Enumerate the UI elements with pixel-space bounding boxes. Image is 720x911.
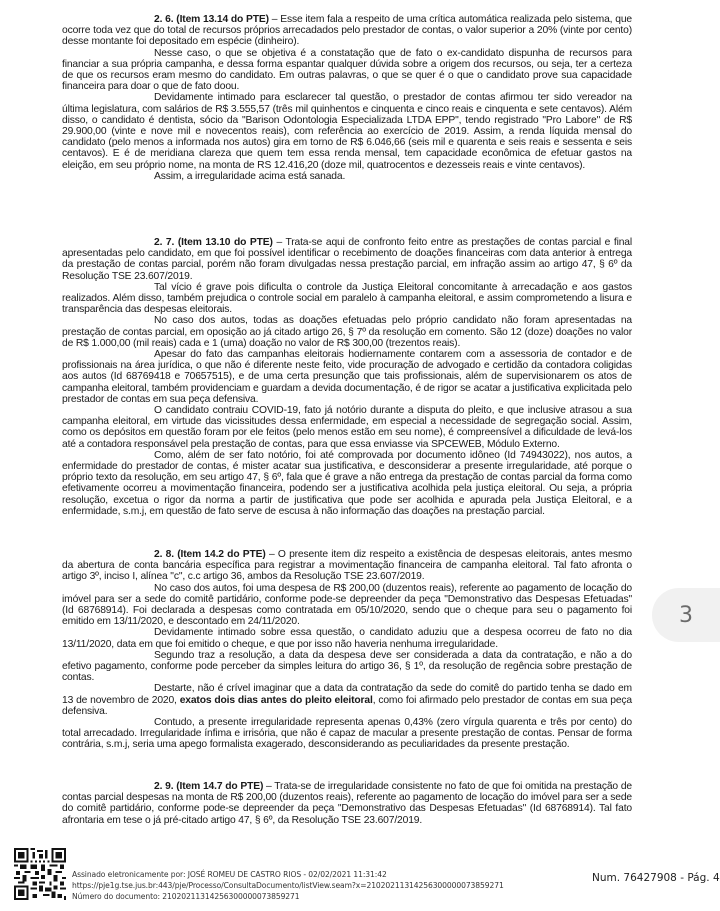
paragraph: Contudo, a presente irregularidade representa apenas 0,43% (zero vírgula quarenta e três por cento) do total arrecadado. Irregularidade ínfima e irrisória, que não é capaz de macular a presente prestação de contas. Pensar de forma contrária, s.m.j, seria uma apego formalista exagerado, desconsiderando as peculiaridades da presente prestação. [62,717,632,751]
paragraph: 2. 9. (Item 14.7 do PTE) – Trata-se de irregularidade consistente no fato de que foi omitida na prestação de contas parcial despesas na monta de R$ 200,00 (duzentos reais), referente ao pagamento de locação do imóvel para ser a sede do comitê partidário, conforme pode-se depreender da peça "Demonstrativo das Despesas Efetuadas" (Id 68768914). Tal fato afrontaria em tese o já pré-citado artigo 47, § 6º, da Resolução TSE 23.607/2019. [62,781,632,826]
paragraph: Destarte, não é crível imaginar que a data da contratação da sede do comitê do partido tenha se dado em 13 de novembro de 2020, exatos dois dias antes do pleito eleitoral, como foi afirmado pelo prestador de contas em sua peça defensiva. [62,683,633,717]
paragraph: Como, além de ser fato notório, foi até comprovada por documento idôneo (Id 74943022), nos autos, a enfermidade do prestador de contas, é mister acatar sua justificativa, e desconsiderar a presente irregularidade, até porque o próprio texto da resolução, em seu artigo 47, § 6º, fala que é grave a não entrega da prestação de contas parcial da forma como efetivamente ocorreu a movimentação financeira, podendo ser a justificativa acolhida pela justiça eleitoral. Ou seja, a própria resolução, excetua o rigor da norma a partir de justificativa que pode ser acolhida e apurada pela Justiça Eleitoral, e a enfermidade, s.m.j, em questão de fato serve de escusa à não informação das doações na prestação parcial. [62,449,632,517]
paragraph: No caso dos autos, todas as doações efetuadas pelo próprio candidato não foram apresentadas na prestação de contas parcial, em oposição ao já citado artigo 26, § 7º da resolução em comento. São 12 (doze) doações no valor de R$ 1.000,00 (mil reais) cada e 1 (uma) doação no valor de R$ 300,00 (trezentos reais). [62,315,632,349]
paragraph: Devidamente intimado sobre essa questão, o candidato aduziu que a despesa ocorreu de fato no dia 13/11/2020, data em que foi emitido o cheque, e que por isso não haveria nenhuma irregularidade. [62,627,632,650]
paragraph: Assim, a irregularidade acima está sanada. [154,170,346,182]
page-number-badge[interactable]: 3 [652,588,720,642]
section-heading: 2. 7. (Item 13.10 do PTE) [154,237,273,248]
section-2-9 [62,781,632,826]
page-reference: Num. 76427908 - Pág. 4 [592,872,720,884]
document-number-text: Número do documento: 21020211314256300000073859271 [72,892,300,901]
document-url-link[interactable]: https://pje1g.tse.jus.br:443/pje/Processo/ConsultaDocumento/listView.seam?x=21020211314256300000073859271 [72,881,504,890]
paragraph: Nesse caso, o que se objetiva é a constatação que de fato o ex-candidato dispunha de recursos para financiar a sua própria campanha, e dessa forma espantar qualquer dúvida sobre a origem dos recursos, ou seja, ter a certeza de que os recursos eram mesmo do candidato. Em outras palavras, o que se quer é o que o candidato prove sua capacidade financeira para doar o que de fato doou. [62,47,632,93]
paragraph: Devidamente intimado para esclarecer tal questão, o prestador de contas afirmou ter sido vereador na última legislatura, com salários de R$ 3.555,57 (três mil quinhentos e cinquenta e cinco reais e cinquenta e sete centavos). Além disso, o candidato é dentista, sócio da "Barison Odontologia Especializada LTDA EPP", tendo registrado "Pro Labore" de R$ 29.900,00 (vinte e nove mil e novecentos reais), com referência ao exercício de 2019. Assim, a renda líquida mensal do candidato (pelo menos a informada nos autos) gira em torno de R$ 6.046,66 (seis mil e quarenta e seis reais e sessenta e seis centavos). E é de meridiana clareza que quem tem essa renda mensal, tem capacidade econômica de efetuar gastos na eleição, em seu próprio nome, na monta de RS 12.416,20 (doze mil, quatrocentos e dezesseis reais e vinte centavos). [62,92,632,171]
paragraph: Apesar do fato das campanhas eleitorais hodiernamente contarem com a assessoria de contador e de profissionais na área jurídica, o que não é diferente neste feito, vide procuração de advogado e certidão da contadora coligidas aos autos (Id 68769418 e 70657515), e de uma certa presunção que tais profissionais, além de supervisionarem os atos de campanha eleitoral, também providenciam e guardam a devida documentação, é de rigor se acatar a justificativa explicitada pelo prestador de contas em sua peça defensiva. [62,349,632,405]
section-2-7 [62,237,632,517]
section-2-6 [62,14,632,182]
signed-by-text: Assinado eletronicamente por: JOSÉ ROMEU DE CASTRO RIOS - 02/02/2021 11:31:42 [72,870,387,879]
paragraph: Tal vício é grave pois dificulta o controle da Justiça Eleitoral concomitante à arrecadação e aos gastos realizados. Além disso, também prejudica o controle social em paralelo à campanha eleitoral, e assim comprometendo a lisura e transparência das despesas eleitorais. [62,281,632,316]
qr-code-icon [14,848,66,900]
paragraph: O candidato contraiu COVID-19, fato já notório durante a disputa do pleito, e que inclusive atrasou a sua campanha eleitoral, em virtude das vicissitudes dessa enfermidade, em especial a necessidade de segregação social. Assim, como os depósitos em questão foram por ele feitos (pelo menos estão em seu nome), é compreensível a dificuldade de levá-los até a contadora responsável pela prestação de contas, para que essa enviasse via SPCEWEB, Módulo Externo. [62,405,632,450]
section-2-8 [62,549,632,751]
paragraph: Segundo traz a resolução, a data da despesa deve ser considerada a data da contratação, e não a do efetivo pagamento, conforme pode perceber da simples leitura do artigo 36, § 1º, da resolução de regência sobre prestação de contas. [62,649,632,684]
section-heading: 2. 6. (Item 13.14 do PTE) [154,14,269,25]
section-heading: 2. 8. (Item 14.2 do PTE) [154,549,266,560]
paragraph: No caso dos autos, foi uma despesa de R$ 200,00 (duzentos reais), referente ao pagamento de locação do imóvel para ser a sede do comitê partidário, conforme pode-se depreender da peça "Demonstrativo das Despesas Efetuadas" (Id 68768914). Foi declarada a despesas como contratada em 05/10/2020, sendo que o cheque para seu o pagamento foi emitido em 13/11/2020, e descontado em 24/11/2020. [62,582,632,628]
emphasis: exatos dois dias antes do pleito eleitoral [179,694,373,706]
section-heading: 2. 9. (Item 14.7 do PTE) [154,781,264,792]
paragraph: 2. 8. (Item 14.2 do PTE) – O presente item diz respeito a existência de despesas eleitorais, antes mesmo da abertura de conta bancária específica para registrar a movimentação financeira de campanha eleitoral. Tal fato afronta o artigo 3º, inciso I, alínea "c", c.c artigo 36, ambos da Resolução TSE 23.607/2019. [62,549,632,583]
signature-footer [14,848,720,908]
paragraph: 2. 6. (Item 13.14 do PTE) – Esse item fala a respeito de uma crítica automática realizada pelo sistema, que ocorre toda vez que do total de recursos próprios arrecadados pelo prestador de contas, o valor superior a 20% (vinte por cento) desse montante foi depositado em espécie (dinheiro). [62,14,632,48]
paragraph: 2. 7. (Item 13.10 do PTE) – Trata-se aqui de confronto feito entre as prestações de contas parcial e final apresentadas pelo candidato, em que foi possível identificar o recebimento de doações financeiras com data anterior à entrega da prestação de contas parcial, porém não foram divulgadas nessa prestação parcial, em infração assim ao artigo 47, § 6º da Resolução TSE 23.607/2019. [62,237,632,282]
